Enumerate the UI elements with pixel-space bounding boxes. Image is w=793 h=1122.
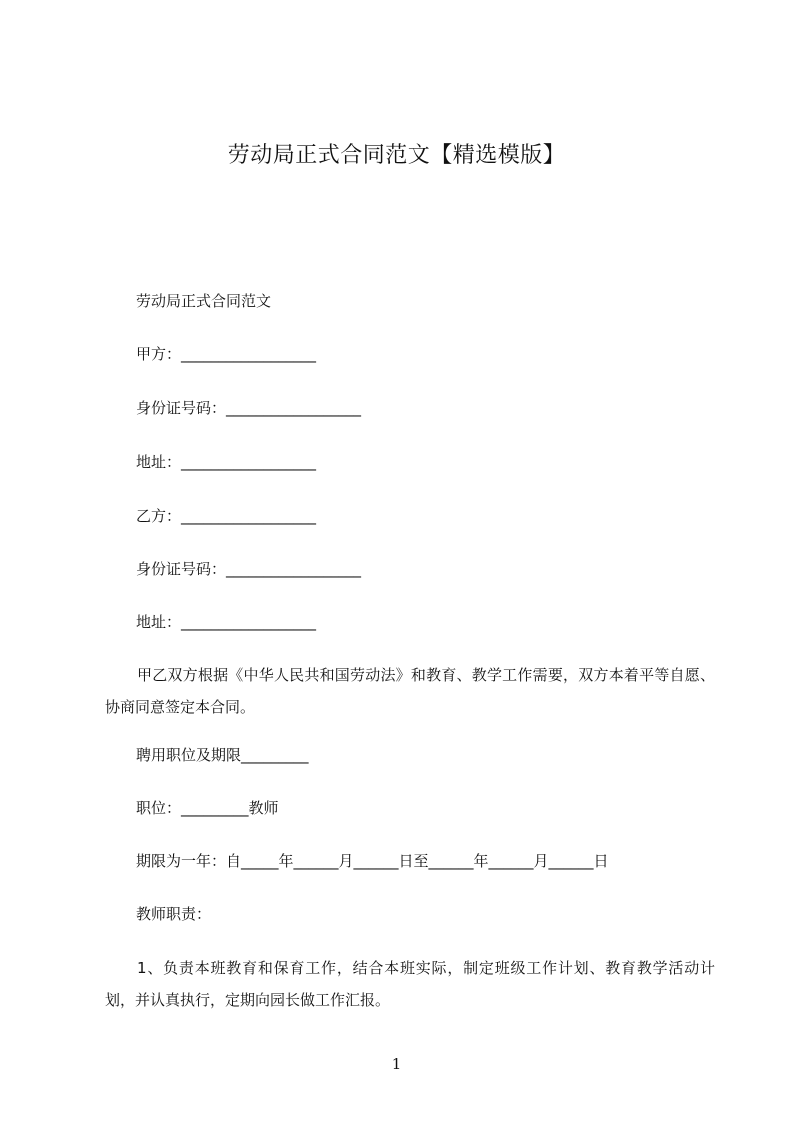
term-field: 期限为一年：自_____年______月______日至______年______月______日 [136, 852, 609, 870]
contract-subtitle: 劳动局正式合同范文 [136, 292, 272, 310]
duty-item-1: 1、负责本班教育和保育工作，结合本班实际，制定班级工作计划、教育教学活动计划，并认真执行，定期向园长做工作汇报。 [105, 959, 715, 1009]
party-b-field: 乙方：__________________ [136, 507, 317, 525]
page-number: 1 [391, 1055, 402, 1073]
intro-paragraph: 甲乙双方根据《中华人民共和国劳动法》和教育、教学工作需要，双方本着平等自愿、协商同意签定本合同。 [105, 666, 715, 716]
party-a-id-field: 身份证号码：__________________ [136, 399, 362, 417]
teacher-duties-heading: 教师职责： [136, 905, 212, 923]
party-a-field: 甲方：__________________ [136, 345, 317, 363]
party-b-address-field: 地址：__________________ [136, 613, 317, 631]
page-title: 劳动局正式合同范文【精选模版】 [227, 143, 566, 168]
party-b-id-field: 身份证号码：__________________ [136, 560, 362, 578]
position-field: 职位：_________教师 [136, 799, 279, 817]
position-and-term-heading: 聘用职位及期限_________ [136, 746, 309, 764]
party-a-address-field: 地址：__________________ [136, 453, 317, 471]
